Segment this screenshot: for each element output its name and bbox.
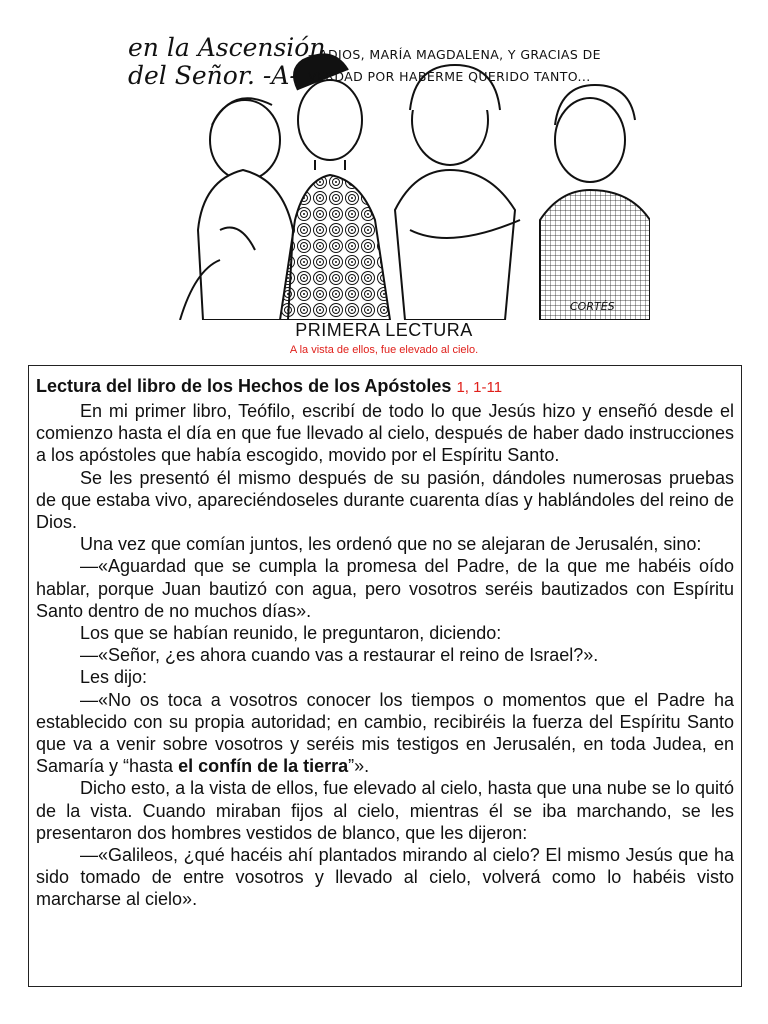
reading-box (28, 365, 742, 987)
paragraph: Una vez que comían juntos, les ordenó que no se alejaran de Jerusalén, sino: (80, 534, 702, 555)
comic-title-line2: del Señor. -A- (128, 61, 298, 90)
paragraph: En mi primer libro, Teófilo, escribí de todo lo que Jesús hizo y enseñó desde el comienzo hasta el día en que fue llevado al cielo, después de haber dado instrucciones a los apóstoles que había escogido, movido por el Espíritu Santo. (36, 401, 734, 466)
paragraph: Dicho esto, a la vista de ellos, fue elevado al cielo, hasta que una nube se lo quitó de la vista. Cuando miraban fijos al cielo, mientras él se iba marchando, se les presentaron dos hombres vestidos de blanco, que les dijeron: (36, 778, 734, 843)
artist-signature: CORTÉS (570, 300, 615, 313)
jesus-figure (395, 65, 520, 320)
section-subheading: A la vista de ellos, fue elevado al cielo. (289, 344, 479, 356)
paragraph-with-emphasis (36, 689, 734, 778)
paragraph-ending: ”». (348, 756, 370, 777)
man-figure-right (540, 85, 650, 320)
section-heading: PRIMERA LECTURA (295, 320, 473, 340)
reading-text (36, 400, 734, 911)
reading-title-text: Lectura del libro de los Hechos de los Apóstoles (36, 376, 452, 396)
paragraph: Los que se habían reunido, le preguntaron, diciendo: (80, 623, 502, 644)
reading-title (36, 374, 734, 400)
girl-figure-left (180, 98, 293, 320)
comic-speech-line1: – ADIOS, MARÍA MAGDALENA, Y GRACIAS DE (308, 47, 601, 62)
comic-title-line1: en la Ascensión (128, 33, 326, 62)
comic-speech-line2: VERDAD POR HABERME QUERIDO TANTO... (308, 69, 591, 84)
comic-speech (308, 44, 601, 88)
paragraph: —«Galileos, ¿qué hacéis ahí plantados mirando al cielo? El mismo Jesús que ha sido tomado de entre vosotros y llevado al cielo, volverá como lo habéis visto marcharse al cielo». (36, 845, 734, 910)
paragraph: —«Aguardad que se cumpla la promesa del Padre, de la que me habéis oído hablar, porque Juan bautizó con agua, pero vosotros seréis bautizados con Espíritu Santo dentro de no muchos días». (36, 556, 734, 621)
mary-magdalene-figure (280, 54, 390, 320)
paragraph-text: —«No os toca a vosotros conocer los tiempos o momentos que el Padre ha establecido con su propia autoridad; en cambio, recibiréis la fuerza del Espíritu Santo que va a venir sobre vosotros y seréis mis testigos en Jerusalén, en toda Judea, en Samaría y “hasta (36, 689, 734, 777)
paragraph: Les dijo: (80, 667, 148, 688)
paragraph: Se les presentó él mismo después de su pasión, dándoles numerosas pruebas de que estaba vivo, apareciéndoseles durante cuarenta días y hablándoles del reino de Dios. (36, 467, 734, 533)
paragraph: —«Señor, ¿es ahora cuando vas a restaurar el reino de Israel?». (80, 645, 599, 666)
comic-title (128, 34, 325, 90)
emphasized-phrase: el confín de la tierra (178, 756, 349, 777)
reading-reference: 1, 1-11 (456, 379, 503, 396)
